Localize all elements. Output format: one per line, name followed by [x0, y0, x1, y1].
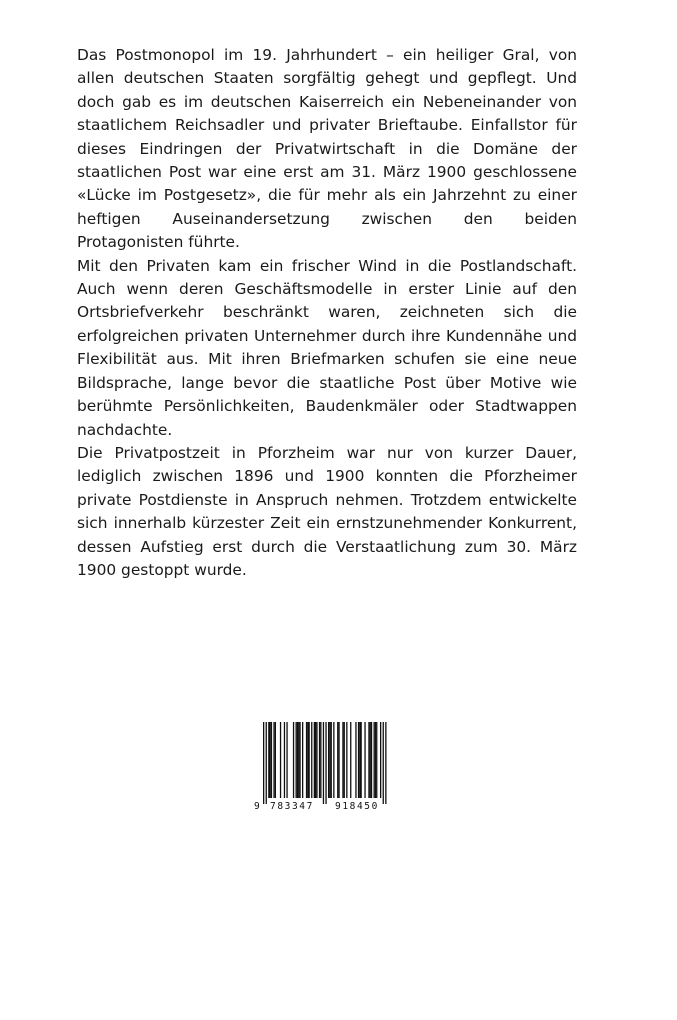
- barcode-guard-bar: [325, 722, 326, 804]
- barcode-bar: [298, 722, 299, 798]
- barcode-bar: [346, 722, 347, 798]
- barcode-bar: [280, 722, 281, 798]
- barcode-bar: [286, 722, 287, 798]
- barcode-bar: [342, 722, 343, 798]
- barcode-bar: [273, 722, 274, 798]
- barcode-bar: [350, 722, 351, 798]
- barcode-digits: [254, 802, 394, 852]
- barcode-guard-bar: [383, 722, 384, 804]
- barcode-bar: [328, 722, 329, 798]
- barcode-bar: [376, 722, 377, 798]
- barcode-bar: [275, 722, 276, 798]
- barcode-guard-bar: [323, 722, 324, 804]
- barcode-bar: [371, 722, 372, 798]
- barcode-left-group: 783347: [270, 801, 314, 812]
- barcode-bar: [374, 722, 375, 798]
- barcode-bar: [296, 722, 297, 798]
- barcode-bar: [270, 722, 271, 798]
- barcode-right-group: 918450: [335, 801, 379, 812]
- barcode-bar: [297, 722, 298, 798]
- paragraph-2: Mit den Privaten kam ein frischer Wind in die Postlandschaft. Auch wenn deren Geschäftsmodelle in erster Linie auf den Ortsbriefverkehr beschränkt waren, zeichneten sich die erfolgreichen privaten Unternehmer durch ihre Kundennähe und Flexibilität aus. Mit ihren Briefmarken schufen sie eine neue Bildsprache, lange bevor die staatliche Post über Motive wie berühmte Persönlichkeiten, Baudenkmäler oder Stadtwappen nachdachte.: [77, 256, 577, 439]
- barcode-bar: [370, 722, 371, 798]
- barcode-bar: [344, 722, 345, 798]
- blurb-text: [77, 44, 577, 582]
- barcode-bar: [361, 722, 362, 798]
- barcode-bar: [320, 722, 321, 798]
- barcode-bar: [333, 722, 334, 798]
- paragraph-1: Das Postmonopol im 19. Jahrhundert – ein heiliger Gral, von allen deutschen Staaten sorgfältig gehegt und gepflegt. Und doch gab es im deutschen Kaiserreich ein Nebeneinander von staatlichem Reichsadler und privater Brieftaube. Einfallstor für dieses Eindringen der Privatwirtschaft in die Domäne der staatlichen Post war eine erst am 31. März 1900 geschlossene «Lücke im Postgesetz», die für mehr als ein Jahrzehnt zu einer heftigen Auseinandersetzung zwischen den beiden Protagonisten führte.: [77, 46, 577, 252]
- isbn-barcode: [254, 722, 394, 812]
- barcode-bar: [271, 722, 272, 798]
- barcode-bar: [316, 722, 317, 798]
- barcode-bar: [338, 722, 339, 798]
- barcode-bar: [331, 722, 332, 798]
- barcode-guard-bar: [263, 722, 264, 804]
- barcode-guard-bar: [385, 722, 386, 804]
- barcode-bar: [293, 722, 294, 798]
- barcode-bar: [364, 722, 365, 798]
- barcode-guard-bar: [266, 722, 267, 804]
- barcode-bar: [319, 722, 320, 798]
- barcode-bar: [337, 722, 338, 798]
- barcode-bar: [268, 722, 269, 798]
- barcode-bar: [284, 722, 285, 798]
- barcode-bar: [309, 722, 310, 798]
- barcode-bar: [302, 722, 303, 798]
- barcode-bar: [306, 722, 307, 798]
- barcode-bar: [314, 722, 315, 798]
- barcode-bar: [311, 722, 312, 798]
- barcode-bars: [254, 722, 394, 804]
- barcode-bar: [358, 722, 359, 798]
- barcode-bar: [315, 722, 316, 798]
- barcode-bar: [355, 722, 356, 798]
- paragraph-3: Die Privatpostzeit in Pforzheim war nur von kurzer Dauer, lediglich zwischen 1896 und 1900 konnten die Pforzheimer private Postdienste in Anspruch nehmen. Trotzdem entwickelte sich innerhalb kürzester Zeit ein ernstzunehmender Konkurrent, dessen Aufstieg erst durch die Verstaatlichung zum 30. März 1900 gestoppt wurde.: [77, 443, 577, 579]
- barcode-bar: [368, 722, 369, 798]
- barcode-bar: [359, 722, 360, 798]
- barcode-first-digit: 9: [254, 801, 260, 812]
- barcode-bar: [299, 722, 300, 798]
- barcode-bar: [375, 722, 376, 798]
- barcode-bar: [307, 722, 308, 798]
- barcode-bar: [329, 722, 330, 798]
- barcode-bar: [380, 722, 381, 798]
